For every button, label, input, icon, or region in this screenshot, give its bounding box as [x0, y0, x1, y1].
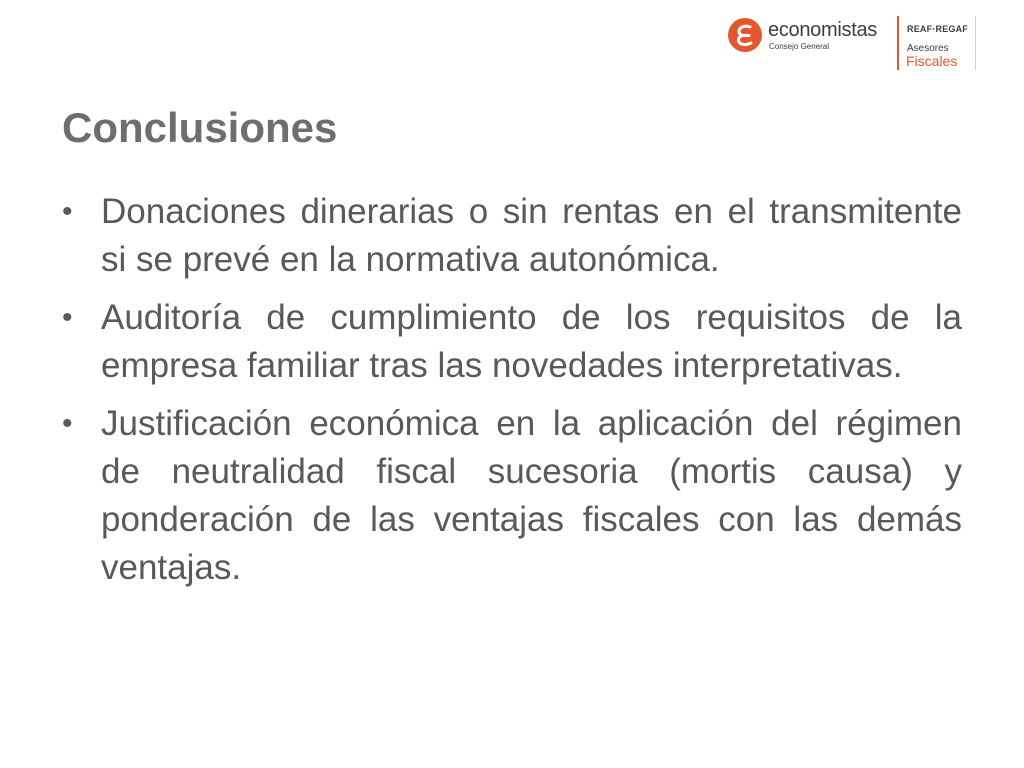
bullet-text-3: Justificación económica en la aplicación del régimen de neutralidad fiscal sucesoria (mortis causa) y ponderación de las ventajas fiscales con las demás ventajas. — [101, 404, 962, 587]
economistas-subtitle: Consejo General — [769, 42, 830, 51]
bullet-marker: • — [62, 407, 73, 440]
bullet-marker: • — [62, 195, 73, 228]
bullet-item-1 — [62, 188, 962, 284]
header-logos — [726, 14, 976, 70]
bullet-item-2 — [62, 294, 962, 390]
reaf-fiscales-text: Fiscales — [906, 53, 958, 69]
bullet-item-3 — [62, 400, 962, 592]
bullet-marker: • — [62, 301, 73, 334]
reaf-asesores-text: Asesores — [907, 43, 949, 54]
bullet-text-2: Auditoría de cumplimiento de los requisitos de la empresa familiar tras las novedades interpretativas. — [101, 298, 962, 385]
reaf-regaf-top-line: REAF·REGAF — [907, 24, 968, 34]
reaf-regaf-logo — [897, 16, 976, 70]
bullet-text-1: Donaciones dinerarias o sin rentas en el transmitente si se prevé en la normativa autonómica. — [101, 192, 962, 279]
bullet-list — [62, 188, 962, 602]
economistas-logo — [726, 16, 886, 60]
economistas-name: economistas — [768, 19, 877, 41]
page-title: Conclusiones — [62, 104, 338, 151]
economistas-e-icon — [728, 18, 762, 52]
